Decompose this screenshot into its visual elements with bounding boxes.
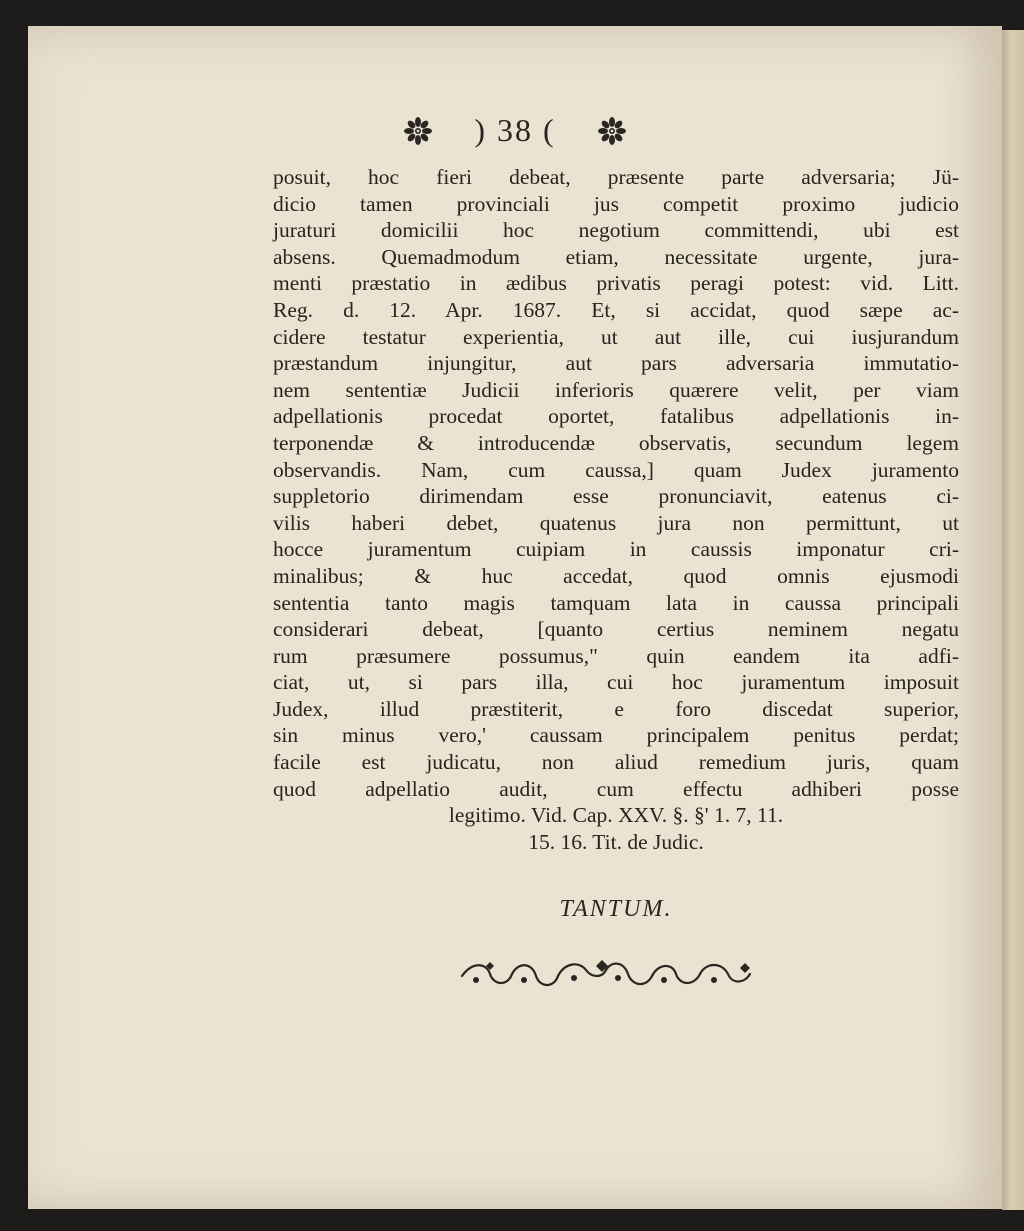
text-line: præstandum injungitur, aut pars adversaria immutatio- [273,351,959,376]
text-line: sententia tanto magis tamquam lata in caussa principali [273,590,959,615]
body-text [273,164,959,855]
text-line: terponendæ & introducendæ observatis, secundum legem [273,430,959,455]
centered-line: 15. 16. Tit. de Judic. [528,829,704,854]
next-page-edge [1002,30,1024,1210]
text-line: nem sententiæ Judicii inferioris quærere velit, per viam [273,377,959,402]
text-line: considerari debeat, [quanto certius neminem negatu [273,617,959,642]
text-line: sin minus vero,' caussam principalem penitus perdat; [273,723,959,748]
text-line: quod adpellatio audit, cum effectu adhiberi posse [273,776,959,801]
text-line: vilis haberi debet, quatenus jura non permittunt, ut [273,510,959,535]
centered-line: legitimo. Vid. Cap. XXV. §. §' 1. 7, 11. [448,803,784,828]
text-line: suppletorio dirimendam esse pronunciavit, eatenus ci- [273,484,959,509]
closing-word: TANTUM. [559,896,673,922]
text-line: ciat, ut, si pars illa, cui hoc juramentum imposuit [273,670,959,695]
text-line: dicio tamen provinciali jus competit proximo judicio [273,191,959,216]
page-number: ) 38 ( [474,112,556,148]
text-line: observandis. Nam, cum caussa,] quam Judex juramento [273,457,959,482]
text-line: menti præstatio in ædibus privatis peragi potest: vid. Litt. [273,271,959,296]
book-page [28,26,1002,1209]
page-header [28,112,1002,149]
flower-ornament-icon [404,117,432,145]
text-line: juraturi domicilii hoc negotium committendi, ubi est [273,218,959,243]
text-line: facile est judicatu, non aliud remedium juris, quam [273,750,959,775]
text-line: posuit, hoc fieri debeat, præsente parte adversaria; Jü- [273,165,959,189]
text-line: Judex, illud præstiterit, e foro discedat superior, [273,696,959,721]
flower-ornament-icon [598,117,626,145]
text-line: minalibus; & huc accedat, quod omnis ejusmodi [273,563,959,588]
text-line: Reg. d. 12. Apr. 1687. Et, si accidat, quod sæpe ac- [273,297,959,322]
text-line: cidere testatur experientia, ut aut ille, cui iusjurandum [273,324,959,349]
text-line: hocce juramentum cuipiam in caussis imponatur cri- [273,537,959,562]
text-line: absens. Quemadmodum etiam, necessitate urgente, jura- [273,244,959,269]
text-line: rum præsumere possumus," quin eandem ita adfi- [273,643,959,668]
scroll-flourish-icon [456,956,756,996]
text-line: adpellationis procedat oportet, fatalibus adpellationis in- [273,404,959,429]
